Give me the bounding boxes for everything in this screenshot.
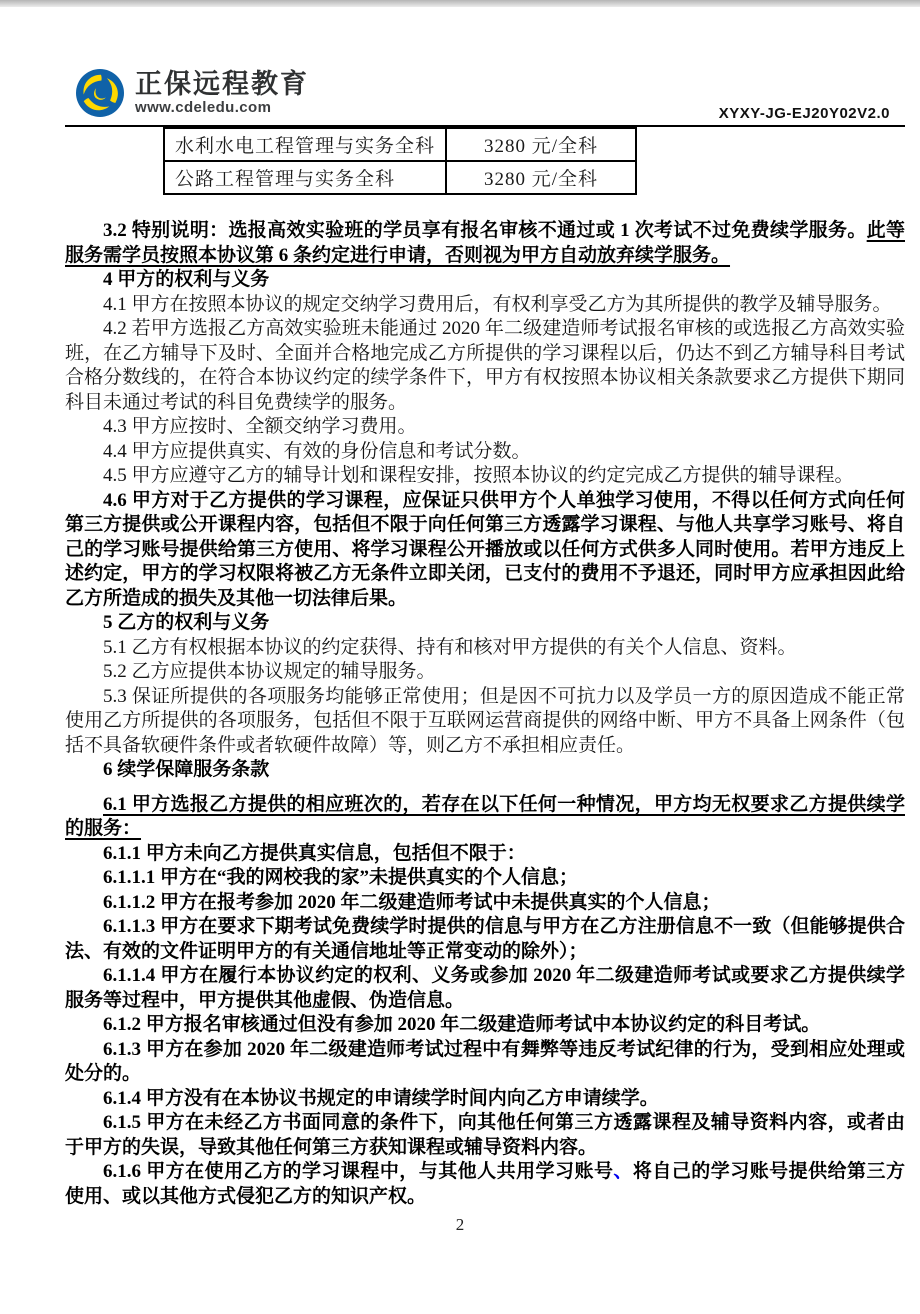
clause-4-4: 4.4 甲方应提供真实、有效的身份信息和考试分数。 xyxy=(103,440,531,462)
table-row xyxy=(164,128,636,161)
clause-6-1-1: 6.1.1 甲方未向乙方提供真实信息，包括但不限于： xyxy=(103,842,526,864)
clause-4-3: 4.3 甲方应按时、全额交纳学习费用。 xyxy=(103,416,417,437)
clause-5-2: 5.2 乙方应提供本协议规定的辅导服务。 xyxy=(103,661,436,682)
brand-url: www.cdeledu.com xyxy=(135,99,272,117)
brand-name: 正保远程教育 xyxy=(135,68,309,99)
clause-5-1: 5.1 乙方有权根据本协议的约定获得、持有和核对甲方提供的有关个人信息、资料。 xyxy=(103,636,797,658)
course-cell: 水利水电工程管理与实务全科 xyxy=(164,128,446,161)
section-heading-6: 6 续学保障服务条款 xyxy=(103,759,270,780)
clause-6-1-5: 6.1.5 甲方在未经乙方书面同意的条件下，向其他任何第三方透露课程及辅导资料内容，或者由于甲方的失误，导致其他任何第三方获知课程或辅导资料内容。 xyxy=(65,1112,905,1158)
clause-3-2 xyxy=(65,219,905,268)
clause-4-6: 4.6 甲方对于乙方提供的学习课程，应保证只供甲方个人单独学习使用，不得以任何方式向任何第三方提供或公开课程内容，包括但不限于向任何第三方透露学习课程、与他人共享学习账号、将自己的学习账号提供给第三方使用、将学习课程公开播放或以任何方式供多人同时使用。若甲方违反上述约定，甲方的学习权限将被乙方无条件立即关闭，已支付的费用不予退还，同时甲方应承担因此给乙方所造成的损失及其他一切法律后果。 xyxy=(65,489,905,609)
section-heading-5: 5 乙方的权利与义务 xyxy=(103,612,270,633)
clause-6-1-1-1: 6.1.1.1 甲方在“我的网校我的家”未提供真实的个人信息； xyxy=(103,867,579,888)
clause-6-1-2: 6.1.2 甲方报名审核通过但没有参加 2020 年二级建造师考试中本协议约定的科目考试。 xyxy=(103,1014,821,1035)
table-row xyxy=(164,161,636,194)
clause-6-1-1-4: 6.1.1.4 甲方在履行本协议约定的权利、义务或参加 2020 年二级建造师考试或要求乙方提供续学服务等过程中，甲方提供其他虚假、伪造信息。 xyxy=(65,965,905,1011)
clause-5-3: 5.3 保证所提供的各项服务均能够正常使用；但是因不可抗力以及学员一方的原因造成不能正常使用乙方所提供的各项服务，包括但不限于互联网运营商提供的网络中断、甲方不具备上网条件（包括不具备软硬件条件或者软硬件故障）等，则乙方不承担相应责任。 xyxy=(65,685,905,756)
clause-6-1-6-pre: 6.1.6 甲方在使用乙方的学习课程中，与其他人共用学习账号 xyxy=(103,1161,614,1182)
clause-3-2-text: 3.2 特别说明：选报高效实验班的学员享有报名审核不通过或 1 次考试不过免费续学服务。 xyxy=(103,220,867,241)
page-number: 2 xyxy=(455,1215,465,1234)
brand-text-block xyxy=(135,70,309,117)
clause-6-1-6-blue-mark: 、 xyxy=(613,1161,633,1182)
clause-6-1-underlined: 6.1 甲方选报乙方提供的相应班次的，若存在以下任何一种情况，甲方均无权要求乙方提供续学的服务： xyxy=(65,793,905,839)
clause-6-1-6-post: 将自己的学习账号提供给第三方使用、或以其他方式侵犯乙方的知识产权。 xyxy=(65,1161,905,1207)
clause-6-1-4: 6.1.4 甲方没有在本协议书规定的申请续学时间内向乙方申请续学。 xyxy=(103,1087,659,1109)
scan-edge-strip xyxy=(0,0,920,7)
clause-4-2: 4.2 若甲方选报乙方高效实验班未能通过 2020 年二级建造师考试报名审核的或选报乙方高效实验班，在乙方辅导下及时、全面并合格地完成乙方所提供的学习课程以后，仍达不到乙方辅导科目考试合格分数线的，在符合本协议约定的续学条件下，甲方有权按照本协议相关条款要求乙方提供下期同科目未通过考试的科目免费续学的服务。 xyxy=(65,318,905,413)
course-cell: 公路工程管理与实务全科 xyxy=(164,161,446,194)
clause-4-5: 4.5 甲方应遵守乙方的辅导计划和课程安排，按照本协议的约定完成乙方提供的辅导课程。 xyxy=(103,465,854,486)
swirl-globe-icon xyxy=(76,69,124,117)
price-cell: 3280 元/全科 xyxy=(446,161,636,194)
section-heading-4: 4 甲方的权利与义务 xyxy=(103,269,270,290)
clause-6-1-3: 6.1.3 甲方在参加 2020 年二级建造师考试过程中有舞弊等违反考试纪律的行为，受到相应处理或处分的。 xyxy=(65,1038,905,1084)
brand-logo xyxy=(76,69,309,117)
price-cell: 3280 元/全科 xyxy=(446,128,636,161)
clause-6-1-1-2: 6.1.1.2 甲方在报考参加 2020 年二级建造师考试中未提供真实的个人信息； xyxy=(103,891,721,913)
doc-code: XYXY-JG-EJ20Y02V2.0 xyxy=(718,105,890,122)
clause-6-1-1-3: 6.1.1.3 甲方在要求下期考试免费续学时提供的信息与甲方在乙方注册信息不一致（但能够提供合法、有效的文件证明甲方的有关通信地址等正常变动的除外）； xyxy=(65,916,905,962)
clause-3-2-underlined: 此等服务需学员按照本协议第 6 条约定进行申请，否则视为甲方自动放弃续学服务。 xyxy=(65,220,905,266)
clause-4-1: 4.1 甲方在按照本协议的规定交纳学习费用后，有权利享受乙方为其所提供的教学及辅导服务。 xyxy=(103,293,892,315)
page-header xyxy=(0,7,920,125)
contract-body xyxy=(65,219,905,1209)
clause-6-1-6 xyxy=(65,1160,905,1209)
price-table xyxy=(163,127,637,195)
clause-6-1 xyxy=(65,793,905,842)
